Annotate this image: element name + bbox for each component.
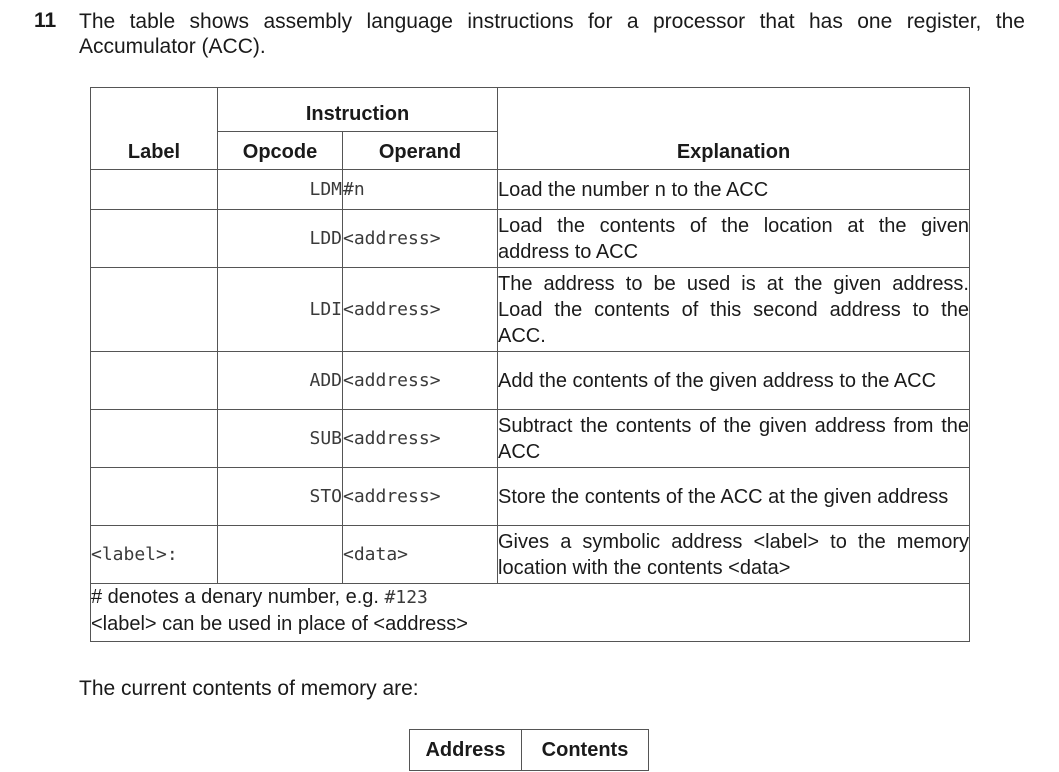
table-row [91,352,970,410]
row-explanation: Gives a symbolic address <label> to the memory location with the contents <data> [498,526,970,584]
row-opcode: SUB [218,410,343,468]
row-operand: #n [343,170,498,210]
row-opcode: LDM [218,170,343,210]
table-row [91,468,970,526]
table-row [91,268,970,352]
explanation-header: Explanation [498,88,970,170]
memory-intro: The current contents of memory are: [79,677,419,700]
question-number: 11 [34,9,57,32]
row-opcode: LDI [218,268,343,352]
label-header: Label [91,88,218,170]
table-row [91,210,970,268]
row-label [91,410,218,468]
row-opcode: ADD [218,352,343,410]
row-operand: <address> [343,410,498,468]
note-denary-example: #123 [384,587,428,608]
row-label [91,352,218,410]
row-operand: <address> [343,210,498,268]
row-label [91,170,218,210]
row-explanation: The address to be used is at the given address. Load the contents of this second address to the ACC. [498,268,970,352]
notes-row [91,584,970,642]
row-operand: <data> [343,526,498,584]
opcode-header: Opcode [218,132,343,170]
row-explanation: Add the contents of the given address to the ACC [498,352,970,410]
row-explanation: Subtract the contents of the given address from the ACC [498,410,970,468]
row-label [91,210,218,268]
row-operand: <address> [343,468,498,526]
row-opcode: STO [218,468,343,526]
row-label: <label>: [91,526,218,584]
row-operand: <address> [343,268,498,352]
row-explanation: Load the contents of the location at the given address to ACC [498,210,970,268]
row-label [91,468,218,526]
table-row [91,170,970,210]
operand-header: Operand [343,132,498,170]
row-operand: <address> [343,352,498,410]
note-denary [91,584,969,611]
row-label [91,268,218,352]
memory-table [409,729,649,771]
note-denary-text: # denotes a denary number, e.g. [91,586,385,608]
instruction-header: Instruction [218,88,498,132]
row-opcode: LDD [218,210,343,268]
table-row [91,526,970,584]
address-header: Address [410,730,522,771]
row-opcode [218,526,343,584]
memory-header-row [410,730,649,771]
table-row [91,410,970,468]
table-header-row [91,88,970,132]
table-notes [91,584,970,642]
instruction-table [90,87,970,642]
row-explanation: Load the number n to the ACC [498,170,970,210]
row-explanation: Store the contents of the ACC at the given address [498,468,970,526]
question-intro: The table shows assembly language instructions for a processor that has one register, the Accumulator (ACC). [79,10,1025,58]
note-label: <label> can be used in place of <address> [91,613,468,635]
contents-header: Contents [522,730,649,771]
